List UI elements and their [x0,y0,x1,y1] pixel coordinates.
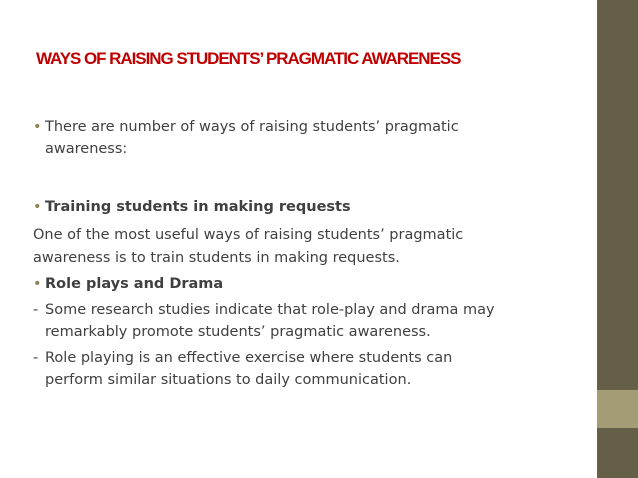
section2-item2-text2: perform similar situations to daily communication. [45,372,412,388]
section2-item2-line1 [33,348,452,368]
section2-item1-text1: Some research studies indicate that role-play and drama may [45,302,495,318]
bullet-icon: • [33,199,42,215]
decorative-side-band [597,0,638,390]
section1-heading: Training students in making requests [45,199,351,215]
section2-item2-text1: Role playing is an effective exercise where students can [45,350,453,366]
dash-icon: - [33,350,39,366]
section1-heading-line [33,197,351,217]
bullet-icon: • [33,119,42,135]
decorative-side-band-bottom [597,428,638,478]
decorative-side-band-accent [597,390,638,428]
slide-title: WAYS OF RAISING STUDENTS’ PRAGMATIC AWARENESS [36,49,461,68]
intro-text-2: awareness: [45,141,128,157]
intro-line-1 [33,117,459,137]
section2-item1-text2: remarkably promote students’ pragmatic awareness. [45,324,431,340]
section1-body-1: One of the most useful ways of raising students’ pragmatic [33,227,464,243]
section2-heading: Role plays and Drama [45,276,224,292]
section2-heading-line [33,274,223,294]
intro-text-1: There are number of ways of raising students’ pragmatic [45,119,459,135]
section1-body-2: awareness is to train students in making requests. [33,250,400,266]
dash-icon: - [33,302,39,318]
section2-item1-line1 [33,300,495,320]
bullet-icon: • [33,276,42,292]
